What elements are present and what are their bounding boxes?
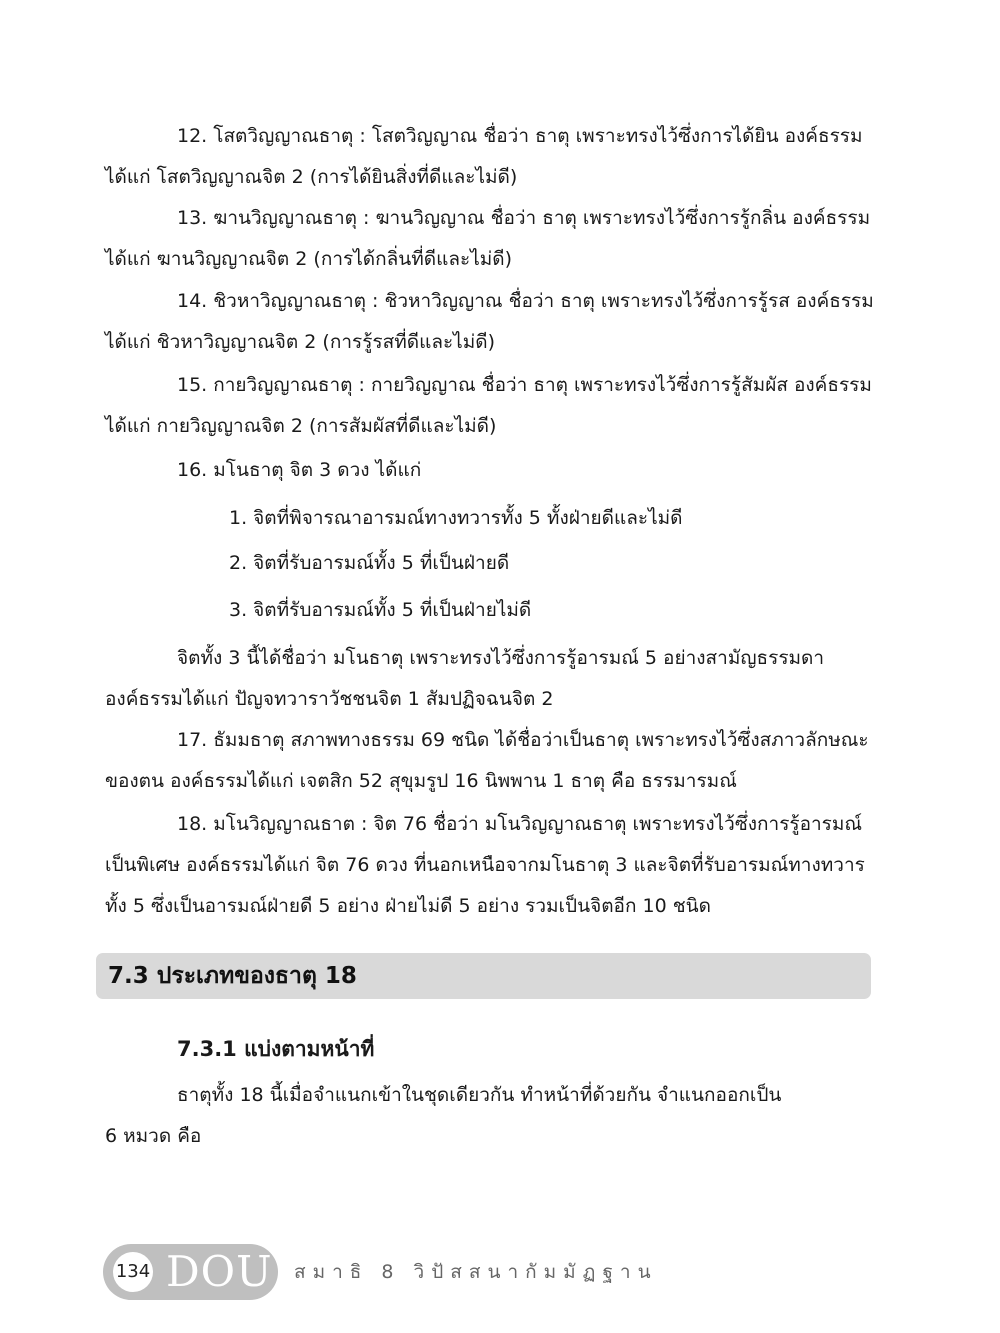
- section-heading-bar: [96, 953, 871, 999]
- page-number: 134: [113, 1252, 153, 1292]
- paragraph-line: เป็นพิเศษ องค์ธรรมได้แก่ จิต 76 ดวง ที่นอกเหนือจากมโนธาตุ 3 และจิตที่รับอารมณ์ทางทวาร: [105, 854, 865, 876]
- paragraph-line: 6 หมวด คือ: [105, 1125, 202, 1147]
- paragraph-line: ได้แก่ โสตวิญญาณจิต 2 (การได้ยินสิ่งที่ดีและไม่ดี): [105, 166, 518, 188]
- paragraph-line: 13. ฆานวิญญาณธาตุ : ฆานวิญญาณ ชื่อว่า ธาตุ เพราะทรงไว้ซึ่งการรู้กลิ่น องค์ธรรม: [177, 207, 871, 229]
- paragraph-line: 15. กายวิญญาณธาตุ : กายวิญญาณ ชื่อว่า ธาตุ เพราะทรงไว้ซึ่งการรู้สัมผัส องค์ธรรม: [177, 374, 872, 396]
- list-item: 2. จิตที่รับอารมณ์ทั้ง 5 ที่เป็นฝ่ายดี: [229, 552, 510, 574]
- paragraph-line: จิตทั้ง 3 นี้ได้ชื่อว่า มโนธาตุ เพราะทรงไว้ซึ่งการรู้อารมณ์ 5 อย่างสามัญธรรมดา: [177, 647, 825, 669]
- paragraph-line: ธาตุทั้ง 18 นี้เมื่อจำแนกเข้าในชุดเดียวกัน ทำหน้าที่ด้วยกัน จำแนกออกเป็น: [177, 1084, 782, 1106]
- paragraph-line: 16. มโนธาตุ จิต 3 ดวง ได้แก่: [177, 459, 422, 481]
- list-item: 3. จิตที่รับอารมณ์ทั้ง 5 ที่เป็นฝ่ายไม่ดี: [229, 599, 532, 621]
- footer-badge: [103, 1244, 278, 1300]
- subsection-title: 7.3.1 แบ่งตามหน้าที่: [177, 1037, 375, 1061]
- paragraph-16-summary: [105, 638, 885, 720]
- paragraph-line: ได้แก่ ชิวหาวิญญาณจิต 2 (การรู้รสที่ดีและไม่ดี): [105, 331, 496, 353]
- paragraph-17: [105, 720, 885, 802]
- dou-logo: DOU: [166, 1247, 273, 1296]
- paragraph-12: [105, 116, 885, 198]
- paragraph-line: ได้แก่ กายวิญญาณจิต 2 (การสัมผัสที่ดีและไม่ดี): [105, 415, 497, 437]
- paragraph-14: [105, 281, 885, 363]
- paragraph-line: 14. ชิวหาวิญญาณธาตุ : ชิวหาวิญญาณ ชื่อว่า ธาตุ เพราะทรงไว้ซึ่งการรู้รส องค์ธรรม: [177, 290, 874, 312]
- paragraph-16: [105, 450, 885, 491]
- paragraph-line: 18. มโนวิญญาณธาต : จิต 76 ชื่อว่า มโนวิญญาณธาตุ เพราะทรงไว้ซึ่งการรู้อารมณ์: [177, 813, 863, 835]
- list-item: 1. จิตที่พิจารณาอารมณ์ทางทวารทั้ง 5 ทั้งฝ่ายดีและไม่ดี: [229, 507, 683, 529]
- paragraph-line: 12. โสตวิญญาณธาตุ : โสตวิญญาณ ชื่อว่า ธาตุ เพราะทรงไว้ซึ่งการได้ยิน องค์ธรรม: [177, 125, 863, 147]
- paragraph-line: ได้แก่ ฆานวิญญาณจิต 2 (การได้กลิ่นที่ดีและไม่ดี): [105, 248, 513, 270]
- paragraph-13: [105, 198, 885, 280]
- paragraph-15: [105, 365, 885, 447]
- paragraph-line: ทั้ง 5 ซึ่งเป็นอารมณ์ฝ่ายดี 5 อย่าง ฝ่ายไม่ดี 5 อย่าง รวมเป็นจิตอีก 10 ชนิด: [105, 895, 711, 917]
- paragraph-18: [105, 804, 885, 927]
- paragraph-line: ของตน องค์ธรรมได้แก่ เจตสิก 52 สุขุมรูป 16 นิพพาน 1 ธาตุ คือ ธรรมารมณ์: [105, 770, 737, 792]
- section-title: 7.3 ประเภทของธาตุ 18: [108, 963, 357, 989]
- paragraph-line: องค์ธรรมได้แก่ ปัญจทวาราวัชชนจิต 1 สัมปฏิจฉนจิต 2: [105, 688, 554, 710]
- book-title: สมาธิ 8 วิปัสสนากัมมัฏฐาน: [294, 1261, 658, 1283]
- paragraph-line: 17. ธัมมธาตุ สภาพทางธรรม 69 ชนิด ได้ชื่อว่าเป็นธาตุ เพราะทรงไว้ซึ่งสภาวลักษณะ: [177, 729, 869, 751]
- subsection-intro: [105, 1075, 885, 1157]
